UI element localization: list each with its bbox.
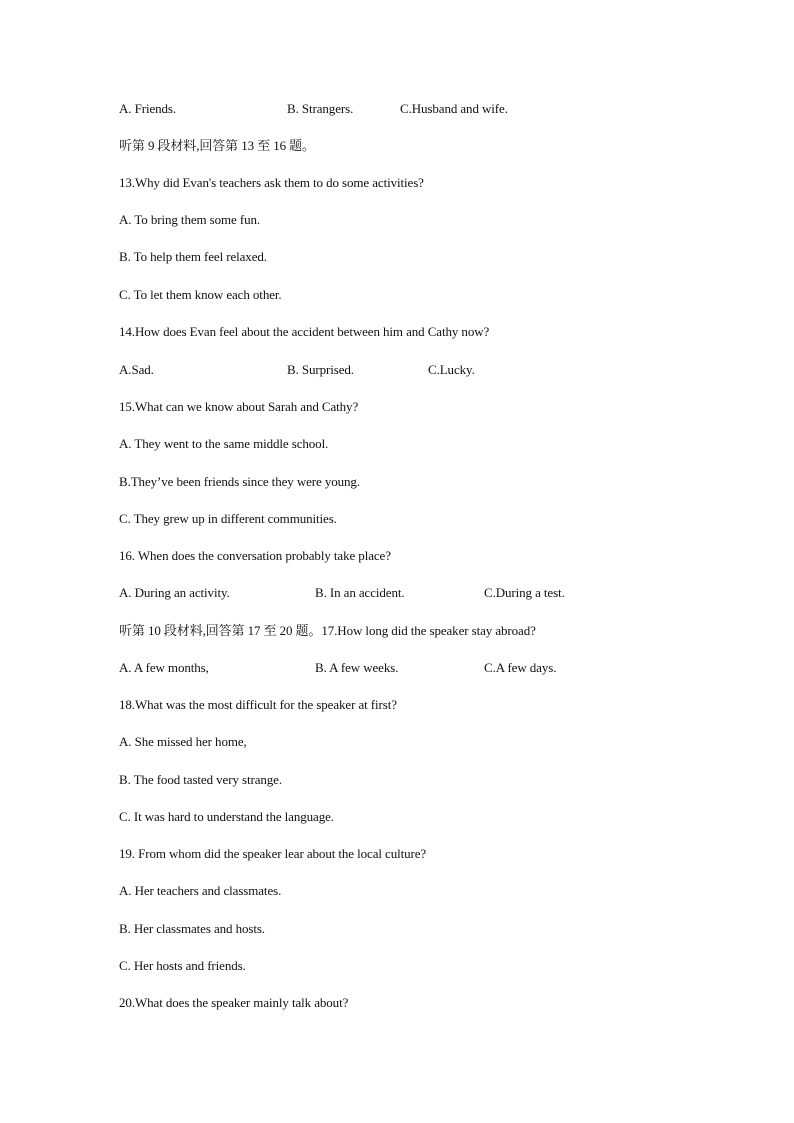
question-14: 14.How does Evan feel about the accident between him and Cathy now? <box>119 324 490 339</box>
question-19: 19. From whom did the speaker lear about the local culture? <box>119 846 427 861</box>
option-a: A. A few months, <box>119 660 209 675</box>
option-c: C.Lucky. <box>428 362 475 377</box>
option-a: A. Friends. <box>119 101 177 116</box>
q13-option-a: A. To bring them some fun. <box>119 212 261 227</box>
option-b: B. Strangers. <box>287 101 354 116</box>
q13-option-b: B. To help them feel relaxed. <box>119 249 267 264</box>
question-20: 20.What does the speaker mainly talk about? <box>119 995 349 1010</box>
q19-option-a: A. Her teachers and classmates. <box>119 883 282 898</box>
option-c: C.During a test. <box>484 585 565 600</box>
option-a: A. During an activity. <box>119 585 230 600</box>
question-16: 16. When does the conversation probably take place? <box>119 548 391 563</box>
q15-option-c: C. They grew up in different communities. <box>119 511 337 526</box>
q19-option-b: B. Her classmates and hosts. <box>119 921 265 936</box>
option-b: B. A few weeks. <box>315 660 399 675</box>
question-18: 18.What was the most difficult for the speaker at first? <box>119 697 397 712</box>
section-heading-9: 听第 9 段材料,回答第 13 至 16 题。 <box>119 138 315 153</box>
option-c: C.Husband and wife. <box>400 101 508 116</box>
q15-option-b: B.They’ve been friends since they were young. <box>119 474 360 489</box>
option-c: C.A few days. <box>484 660 557 675</box>
q18-option-b: B. The food tasted very strange. <box>119 772 282 787</box>
q19-option-c: C. Her hosts and friends. <box>119 958 246 973</box>
q18-option-c: C. It was hard to understand the language. <box>119 809 334 824</box>
q15-option-a: A. They went to the same middle school. <box>119 436 329 451</box>
option-b: B. In an accident. <box>315 585 405 600</box>
question-15: 15.What can we know about Sarah and Cathy? <box>119 399 359 414</box>
option-b: B. Surprised. <box>287 362 354 377</box>
q18-option-a: A. She missed her home, <box>119 734 247 749</box>
section-heading-10: 听第 10 段材料,回答第 17 至 20 题。17.How long did the speaker stay abroad? <box>119 623 536 638</box>
q13-option-c: C. To let them know each other. <box>119 287 282 302</box>
option-a: A.Sad. <box>119 362 154 377</box>
question-13: 13.Why did Evan's teachers ask them to do some activities? <box>119 175 424 190</box>
